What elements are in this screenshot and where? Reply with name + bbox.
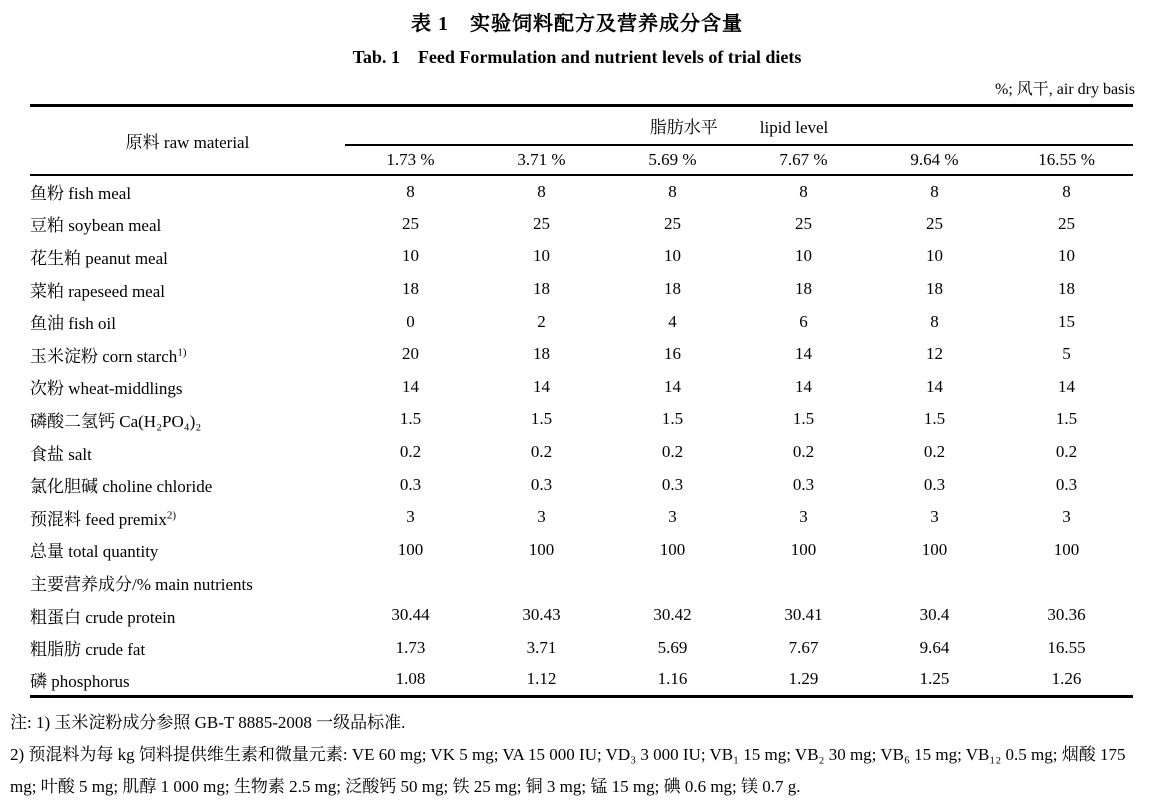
cell: 3: [930, 507, 939, 527]
table-row: [30, 175, 1133, 208]
cell: 14: [533, 376, 550, 396]
cell: 1.16: [657, 669, 688, 689]
cell: 3: [406, 507, 415, 527]
cell: 25: [926, 213, 943, 233]
row-label-text: 总量 total quantity: [30, 542, 159, 562]
row-label: [30, 240, 345, 273]
cell: 25: [402, 213, 419, 233]
row-label: [30, 175, 345, 208]
table-row: [30, 436, 1133, 469]
table-body: [30, 175, 1133, 697]
cell: 0.3: [923, 474, 946, 494]
cell: 30.4: [919, 605, 950, 625]
unit-note: %; 风干, air dry basis: [995, 81, 1135, 98]
cell: 0.2: [923, 442, 946, 462]
table-row: [30, 599, 1133, 632]
footnote-ref: 2): [166, 509, 177, 522]
cell: 25: [795, 213, 812, 233]
cell: 8: [930, 311, 939, 331]
cell: 16.55: [1047, 637, 1086, 657]
cell: 3: [1062, 507, 1071, 527]
cell: 1.5: [1055, 409, 1078, 429]
cell: 0.3: [399, 474, 422, 494]
cell: 3: [537, 507, 546, 527]
row-label: [30, 501, 345, 534]
span-header-lipid-level: [345, 106, 1133, 146]
cell: 8: [406, 181, 415, 201]
table-row: [30, 566, 1133, 599]
row-label-text: 氯化胆碱 choline chloride: [30, 477, 213, 497]
cell: 100: [790, 539, 817, 559]
cell: 1.5: [530, 409, 553, 429]
column-header-4: 7.67 %: [738, 145, 869, 175]
table-row: [30, 501, 1133, 534]
cell: 5: [1062, 344, 1071, 364]
cell: [345, 566, 476, 599]
cell: 30.43: [522, 605, 561, 625]
cell: 14: [402, 376, 419, 396]
cell: 0.3: [792, 474, 815, 494]
row-header-raw-material: 原料 raw material: [30, 106, 345, 176]
cell: 14: [926, 376, 943, 396]
cell: 18: [664, 279, 681, 299]
cell: 12: [926, 344, 943, 364]
row-label: [30, 534, 345, 567]
cell: 1.73: [395, 637, 426, 657]
cell: 8: [930, 181, 939, 201]
row-label: [30, 305, 345, 338]
cell: 14: [664, 376, 681, 396]
cell: 0.2: [661, 442, 684, 462]
row-label-text: 食盐 salt: [30, 444, 92, 464]
cell: 100: [528, 539, 555, 559]
cell: 30.41: [784, 605, 823, 625]
table-row: [30, 468, 1133, 501]
row-label-text: 磷 phosphorus: [30, 671, 130, 691]
cell: 0: [406, 311, 415, 331]
cell: 8: [799, 181, 808, 201]
table-row: [30, 305, 1133, 338]
cell: 10: [664, 246, 681, 266]
column-header-2: 3.71 %: [476, 145, 607, 175]
row-label-text: 次粉 wheat-middlings: [30, 379, 183, 399]
cell: [738, 566, 869, 599]
cell: 25: [533, 213, 550, 233]
column-header-1: 1.73 %: [345, 145, 476, 175]
table-row: [30, 208, 1133, 241]
table-row: [30, 403, 1133, 436]
table-row: [30, 664, 1133, 697]
row-label-text: 菜粕 rapeseed meal: [30, 281, 165, 301]
row-label: [30, 631, 345, 664]
cell: 100: [659, 539, 686, 559]
cell: [1000, 566, 1133, 599]
cell: 18: [533, 279, 550, 299]
cell: 4: [668, 311, 677, 331]
cell: 18: [795, 279, 812, 299]
cell: 1.5: [792, 409, 815, 429]
cell: 5.69: [657, 637, 688, 657]
cell: 25: [664, 213, 681, 233]
cell: 20: [402, 344, 419, 364]
row-label-text: 豆粕 soybean meal: [30, 216, 162, 236]
cell: 8: [668, 181, 677, 201]
cell: 1.25: [919, 669, 950, 689]
cell: 1.12: [526, 669, 557, 689]
footnote-1: 注: 1) 玉米淀粉成分参照 GB-T 8885-2008 一级品标准.: [10, 713, 406, 732]
table-title-en: Tab. 1 Feed Formulation and nutrient levels of trial diets: [352, 47, 802, 67]
column-header-6: 16.55 %: [1000, 145, 1133, 175]
cell: 100: [397, 539, 424, 559]
cell: 3: [668, 507, 677, 527]
cell: 6: [799, 311, 808, 331]
footnote-2: 2) 预混料为每 kg 饲料提供维生素和微量元素: VE 60 mg; VK 5 mg; VA 15 000 IU; VD₃ 3 000 IU; VB₁ 15 mg; VB₂ 30 mg; VB₆ 15 mg; VB₁₂ 0.5 mg; 烟酸 175 mg; 叶酸 5 mg; 肌醇 1 000 mg; 生物素 2.5 mg; 泛酸钙 50 mg; 铁 25 mg; 铜 3 mg; 锰 15 mg; 碘 0.6 mg; 镁 0.7 g.: [10, 745, 1126, 796]
cell: 1.5: [923, 409, 946, 429]
row-label: [30, 208, 345, 241]
table-row: [30, 240, 1133, 273]
cell: 0.3: [530, 474, 553, 494]
cell: [476, 566, 607, 599]
cell: 10: [533, 246, 550, 266]
cell: 10: [1058, 246, 1076, 266]
table-row: [30, 371, 1133, 404]
column-header-5: 9.64 %: [869, 145, 1000, 175]
table-row: [30, 631, 1133, 664]
cell: 9.64: [919, 637, 950, 657]
cell: 10: [926, 246, 943, 266]
row-label-text: 粗蛋白 crude protein: [30, 607, 176, 627]
cell: 1.5: [399, 409, 422, 429]
row-label-text: 花生粕 peanut meal: [30, 248, 168, 268]
row-label: [30, 566, 345, 599]
cell: 10: [795, 246, 812, 266]
cell: 100: [1053, 539, 1080, 559]
cell: 0.3: [661, 474, 684, 494]
cell: [607, 566, 738, 599]
row-label-text: 预混料 feed premix: [30, 509, 167, 529]
row-label: [30, 403, 345, 436]
cell: 18: [402, 279, 419, 299]
cell: 30.44: [391, 605, 430, 625]
cell: 8: [537, 181, 546, 201]
row-label: [30, 338, 345, 371]
cell: 16: [664, 344, 681, 364]
table-header: [30, 106, 1133, 176]
row-label-text: 玉米淀粉 corn starch: [30, 346, 178, 366]
cell: 1.08: [395, 669, 426, 689]
cell: 25: [1058, 213, 1076, 233]
table-row: [30, 338, 1133, 371]
row-label-text: 磷酸二氢钙 Ca(H₂PO₄)₂: [30, 411, 202, 431]
cell: 2: [537, 311, 546, 331]
table-row: [30, 534, 1133, 567]
row-label: [30, 436, 345, 469]
cell: 1.26: [1051, 669, 1082, 689]
cell: 30.36: [1047, 605, 1086, 625]
row-label-text: 主要营养成分/% main nutrients: [30, 574, 253, 594]
cell: 30.42: [653, 605, 692, 625]
feed-formulation-table: [30, 104, 1133, 698]
cell: 0.2: [530, 442, 553, 462]
cell: 0.2: [1055, 442, 1078, 462]
cell: 3: [799, 507, 808, 527]
cell: [869, 566, 1000, 599]
row-label-text: 粗脂肪 crude fat: [30, 640, 146, 660]
row-label: [30, 599, 345, 632]
table-title-cn: 表 1 实验饲料配方及营养成分含量: [411, 13, 743, 35]
cell: 10: [402, 246, 419, 266]
row-label: [30, 664, 345, 697]
row-label-text: 鱼油 fish oil: [30, 314, 116, 334]
span-header-en: lipid level: [759, 118, 829, 137]
table-row: [30, 273, 1133, 306]
cell: 3.71: [526, 637, 557, 657]
row-label-text: 鱼粉 fish meal: [30, 184, 132, 204]
footnote-ref: 1): [177, 346, 187, 359]
cell: 18: [926, 279, 943, 299]
cell: 15: [1058, 311, 1076, 331]
column-header-3: 5.69 %: [607, 145, 738, 175]
cell: 0.2: [399, 442, 422, 462]
cell: 1.29: [788, 669, 819, 689]
cell: 14: [1058, 376, 1076, 396]
cell: 14: [795, 376, 812, 396]
cell: 18: [533, 344, 550, 364]
row-label: [30, 371, 345, 404]
cell: 1.5: [661, 409, 684, 429]
cell: 100: [921, 539, 948, 559]
cell: 18: [1058, 279, 1076, 299]
row-label: [30, 273, 345, 306]
span-header-cn: 脂肪水平: [649, 118, 718, 137]
cell: 14: [795, 344, 812, 364]
cell: 7.67: [788, 637, 819, 657]
header-row-span: [30, 106, 1133, 146]
cell: 8: [1062, 181, 1071, 201]
cell: 0.3: [1055, 474, 1078, 494]
row-label: [30, 468, 345, 501]
footnotes: [10, 707, 1144, 803]
cell: 0.2: [792, 442, 815, 462]
